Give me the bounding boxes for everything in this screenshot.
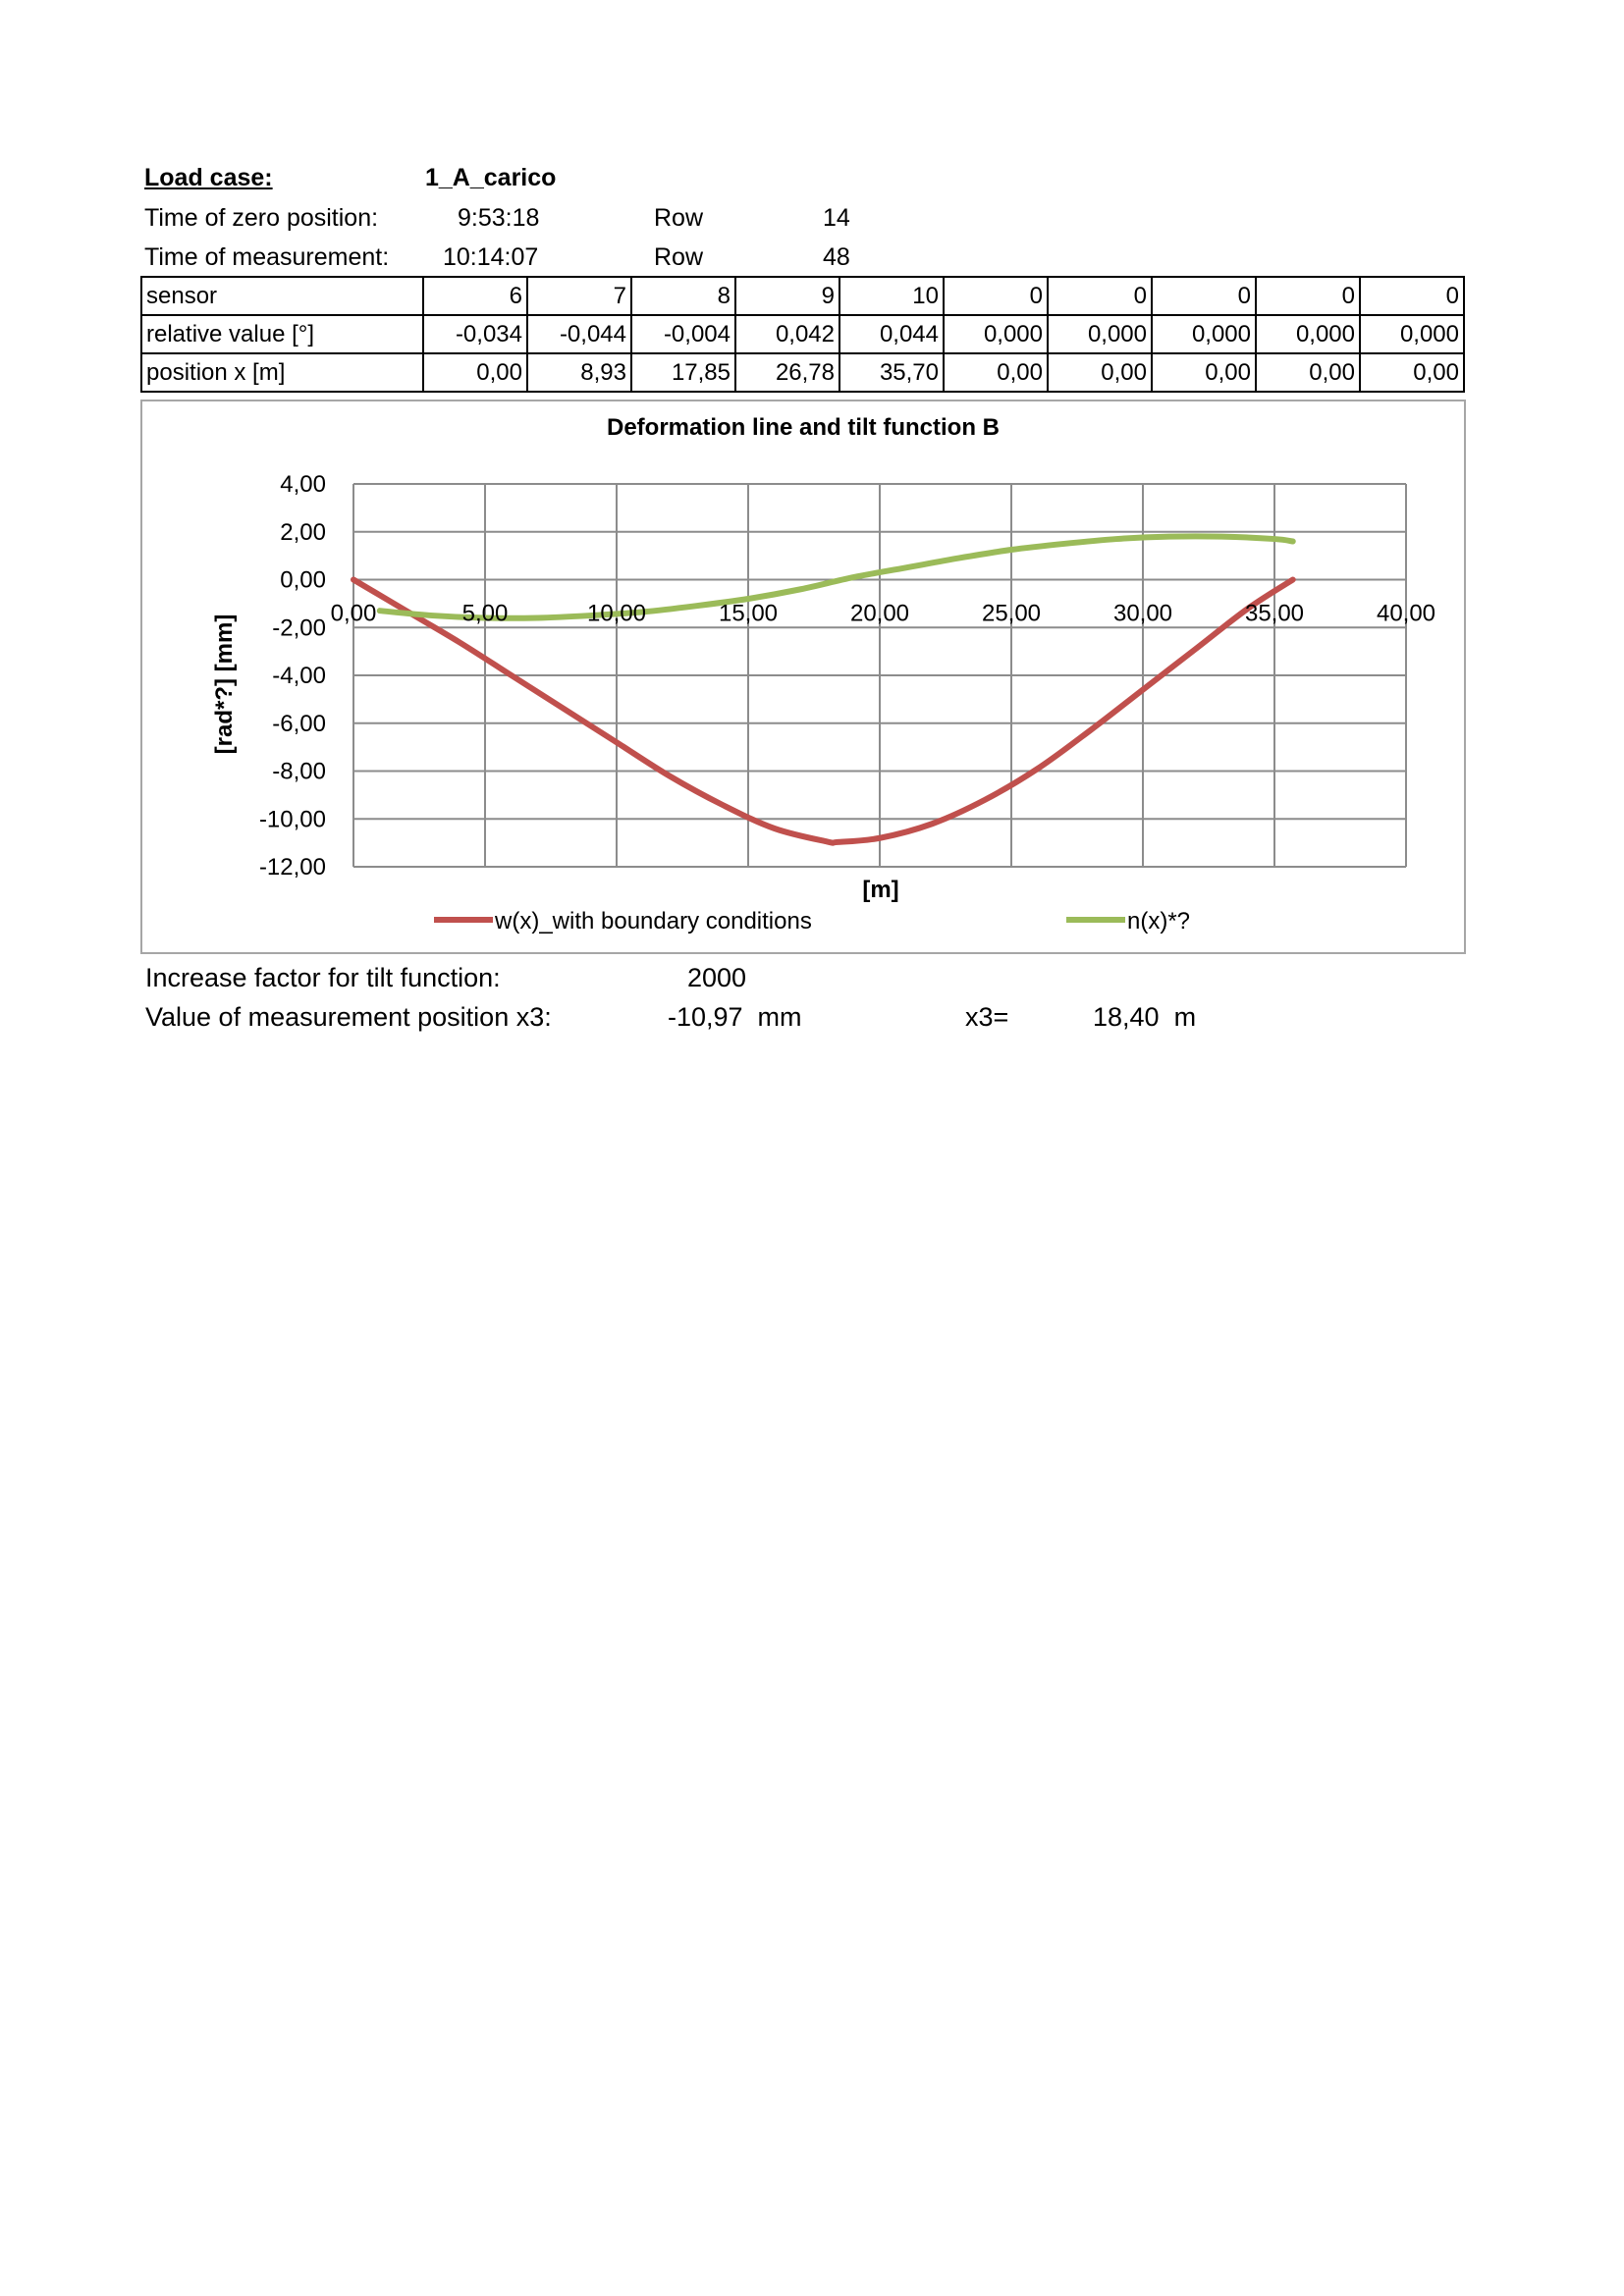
- table-cell: 9: [735, 277, 839, 315]
- table-cell: 6: [423, 277, 527, 315]
- table-cell: 0,000: [1256, 315, 1360, 353]
- table-cell: 0,000: [1048, 315, 1152, 353]
- table-cell: 0: [1256, 277, 1360, 315]
- measurement-position-value: -10,97 mm: [668, 1002, 802, 1032]
- y-tick-label: -10,00: [258, 806, 326, 833]
- table-cell: 0: [1048, 277, 1152, 315]
- table-cell: 0: [1360, 277, 1464, 315]
- chart-legend: [434, 908, 1190, 934]
- x-tick-label: 30,00: [1112, 600, 1173, 627]
- y-tick-label: 4,00: [280, 471, 326, 498]
- y-tick-label: -12,00: [258, 854, 326, 881]
- increase-factor-value: 2000: [687, 963, 747, 992]
- chart-frame: [140, 400, 1466, 954]
- table-row: [141, 353, 1464, 392]
- y-axis-ticks: [259, 471, 326, 881]
- row-label: position x [m]: [141, 353, 423, 392]
- x-tick-label: 15,00: [718, 600, 779, 627]
- x-tick-label: 25,00: [981, 600, 1042, 627]
- x3-label: x3=: [965, 1002, 1009, 1032]
- chart-title: Deformation line and tilt function B: [607, 414, 1000, 441]
- table-row: [141, 277, 1464, 315]
- measurement-time-value: 10:14:07: [443, 243, 539, 271]
- legend-label-n: n(x)*?: [1127, 908, 1191, 934]
- table-cell: 35,70: [839, 353, 944, 392]
- table-cell: 7: [527, 277, 631, 315]
- x-tick-label: 40,00: [1376, 600, 1436, 627]
- load-case-value: 1_A_carico: [425, 164, 557, 191]
- chart-series: [353, 536, 1293, 842]
- zero-time-value: 9:53:18: [458, 204, 540, 232]
- table-cell: 8: [631, 277, 735, 315]
- table-cell: 8,93: [527, 353, 631, 392]
- table-cell: 0: [944, 277, 1048, 315]
- table-cell: 0,00: [1152, 353, 1256, 392]
- table-cell: 0,00: [1360, 353, 1464, 392]
- table-cell: 0,000: [1360, 315, 1464, 353]
- x-axis-ticks: [331, 601, 1435, 627]
- x-tick-label: 0,00: [330, 600, 377, 627]
- table-cell: 0,00: [1256, 353, 1360, 392]
- row-label: relative value [°]: [141, 315, 423, 353]
- table-cell: -0,034: [423, 315, 527, 353]
- legend-label-w: w(x)_with boundary conditions: [495, 908, 812, 934]
- table-cell: 17,85: [631, 353, 735, 392]
- table-cell: 10: [839, 277, 944, 315]
- y-tick-label: -2,00: [272, 614, 326, 642]
- sensor-table: [140, 276, 1465, 393]
- y-tick-label: -8,00: [272, 758, 326, 785]
- measurement-row-value: 48: [823, 243, 850, 271]
- deformation-chart: [142, 401, 1464, 952]
- x-tick-label: 5,00: [461, 600, 509, 627]
- table-cell: 0,044: [839, 315, 944, 353]
- increase-factor-label: Increase factor for tilt function:: [145, 963, 501, 992]
- x-tick-label: 35,00: [1244, 600, 1305, 627]
- x-tick-label: 20,00: [849, 600, 910, 627]
- measurement-row-label: Row: [654, 243, 704, 271]
- table-cell: 0,042: [735, 315, 839, 353]
- y-axis-label: [rad*?] [mm]: [211, 614, 238, 755]
- measurement-time-label: Time of measurement:: [144, 243, 390, 271]
- y-tick-label: 0,00: [280, 566, 326, 594]
- table-cell: 0,00: [423, 353, 527, 392]
- table-cell: 0: [1152, 277, 1256, 315]
- row-label: sensor: [141, 277, 423, 315]
- zero-row-label: Row: [654, 204, 704, 232]
- x3-value: 18,40 m: [1093, 1002, 1197, 1032]
- table-cell: -0,044: [527, 315, 631, 353]
- y-tick-label: -6,00: [272, 710, 326, 737]
- table-cell: 0,000: [944, 315, 1048, 353]
- table-cell: 0,00: [1048, 353, 1152, 392]
- table-cell: 0,00: [944, 353, 1048, 392]
- measurement-position-label: Value of measurement position x3:: [145, 1002, 552, 1032]
- y-tick-label: 2,00: [280, 518, 326, 546]
- zero-row-value: 14: [823, 204, 850, 232]
- x-axis-label: [m]: [862, 877, 899, 903]
- x-tick-label: 10,00: [586, 600, 647, 627]
- y-tick-label: -4,00: [272, 663, 326, 689]
- table-cell: -0,004: [631, 315, 735, 353]
- table-cell: 0,000: [1152, 315, 1256, 353]
- table-cell: 26,78: [735, 353, 839, 392]
- zero-time-label: Time of zero position:: [144, 204, 379, 232]
- table-row: [141, 315, 1464, 353]
- load-case-label: Load case:: [144, 164, 273, 191]
